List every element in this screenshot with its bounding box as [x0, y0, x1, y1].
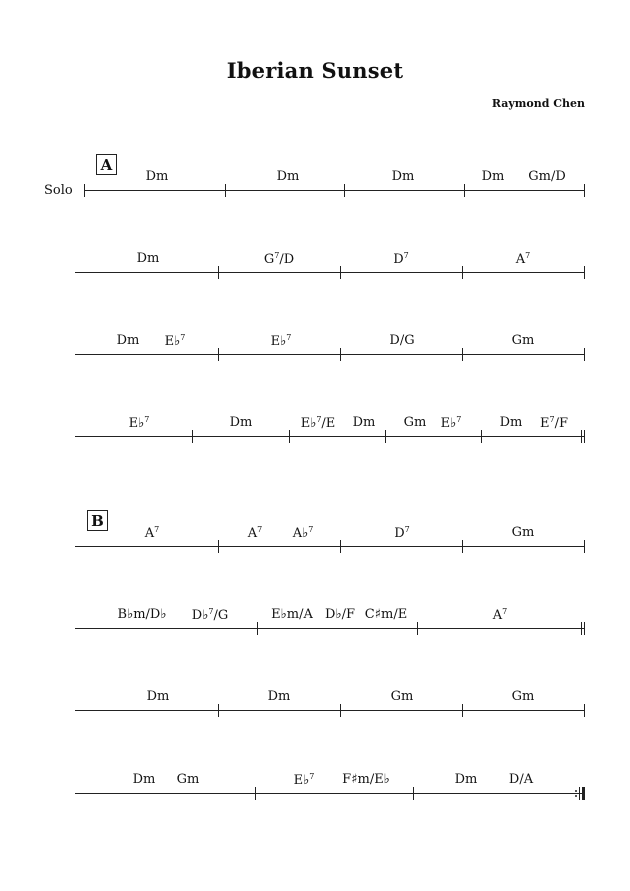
barline — [385, 430, 386, 443]
barline — [192, 430, 193, 443]
barline — [225, 184, 226, 197]
chord-symbol: Dm — [499, 415, 523, 430]
chord-symbol: Gm — [511, 525, 535, 540]
barline — [462, 266, 463, 279]
chord-symbol: Dm — [132, 772, 156, 787]
chord-symbol: $A^7$ — [492, 607, 508, 623]
barline — [584, 184, 585, 197]
double-barline — [584, 430, 585, 443]
chord-symbol: $D^7$ — [394, 525, 410, 541]
song-title: Iberian Sunset — [226, 58, 404, 83]
staff-system — [0, 333, 630, 355]
chord-symbol: E♭$^7$ — [128, 415, 150, 431]
chord-symbol: Dm — [276, 169, 300, 184]
chord-symbol: Dm — [391, 169, 415, 184]
chord-symbol: B♭m/D♭ — [117, 607, 167, 622]
rehearsal-mark-b: B — [87, 510, 108, 531]
chord-symbol: E♭$^7$/E — [300, 415, 336, 431]
repeat-barline — [579, 787, 580, 800]
staff-line — [75, 354, 585, 355]
chord-symbol: E♭m/A — [271, 607, 313, 622]
repeat-barline — [582, 787, 585, 800]
double-barline — [581, 622, 582, 635]
chord-symbol: Dm — [267, 689, 291, 704]
composer: Raymond Chen — [491, 97, 585, 110]
chord-symbol: Dm — [136, 251, 160, 266]
barline — [218, 540, 219, 553]
barline — [218, 266, 219, 279]
barline — [584, 540, 585, 553]
staff-line — [75, 793, 585, 794]
chord-symbol: A♭$^7$ — [292, 525, 314, 541]
staff-system — [0, 607, 630, 629]
staff-system — [0, 415, 630, 437]
chord-symbol: $E^7/F$ — [540, 415, 568, 431]
chord-symbol: $A^7$ — [144, 525, 160, 541]
barline — [289, 430, 290, 443]
barline — [218, 704, 219, 717]
barline — [413, 787, 414, 800]
chord-symbol: E♭$^7$ — [440, 415, 462, 431]
barline — [340, 540, 341, 553]
barline — [257, 622, 258, 635]
staff-system — [0, 251, 630, 273]
staff-system — [0, 689, 630, 711]
rehearsal-mark-a: A — [96, 154, 117, 175]
barline — [340, 266, 341, 279]
chord-symbol: Dm — [352, 415, 376, 430]
chord-symbol: Dm — [454, 772, 478, 787]
chord-symbol: E♭$^7$ — [270, 333, 292, 349]
chord-symbol: E♭$^7$ — [293, 772, 315, 788]
double-barline — [581, 430, 582, 443]
barline — [462, 348, 463, 361]
chord-symbol: D♭/F — [325, 607, 355, 622]
barline — [462, 704, 463, 717]
chord-symbol: D/G — [389, 333, 415, 348]
barline — [218, 348, 219, 361]
barline — [417, 622, 418, 635]
chord-symbol: E♭$^7$ — [164, 333, 186, 349]
chord-symbol: Dm — [116, 333, 140, 348]
barline — [584, 266, 585, 279]
staff-line — [75, 272, 585, 273]
barline — [584, 348, 585, 361]
chord-symbol: $A^7$ — [515, 251, 531, 267]
chord-symbol: D♭$^7$/G — [191, 607, 229, 623]
chord-symbol: $G^7/D$ — [263, 251, 295, 267]
chord-symbol: $D^7$ — [393, 251, 409, 267]
repeat-dots — [575, 787, 578, 800]
barline — [340, 348, 341, 361]
chord-symbol: F♯m/E♭ — [342, 772, 390, 787]
chord-symbol: Gm — [511, 333, 535, 348]
chord-symbol: $A^7$ — [247, 525, 263, 541]
chord-symbol: Dm — [145, 169, 169, 184]
barline — [481, 430, 482, 443]
staff-system — [0, 525, 630, 547]
barline — [462, 540, 463, 553]
chord-symbol: Gm — [390, 689, 414, 704]
barline — [464, 184, 465, 197]
chord-symbol: D/A — [508, 772, 534, 787]
instrument-label: Solo — [44, 183, 73, 198]
chord-symbol: Gm — [403, 415, 427, 430]
barline — [344, 184, 345, 197]
chord-symbol: Dm — [229, 415, 253, 430]
staff-line — [75, 436, 585, 437]
barline — [340, 704, 341, 717]
staff-line — [85, 190, 585, 191]
staff-system — [0, 772, 630, 794]
chord-symbol: C♯m/E — [364, 607, 408, 622]
chord-symbol: Gm — [176, 772, 200, 787]
barline — [584, 704, 585, 717]
double-barline — [584, 622, 585, 635]
staff-line — [75, 710, 585, 711]
staff-line — [75, 546, 585, 547]
chord-symbol: Gm/D — [528, 169, 566, 184]
chord-symbol: Dm — [146, 689, 170, 704]
barline — [255, 787, 256, 800]
chord-symbol: Dm — [481, 169, 505, 184]
chord-symbol: Gm — [511, 689, 535, 704]
barline — [84, 184, 85, 197]
staff-line — [75, 628, 585, 629]
